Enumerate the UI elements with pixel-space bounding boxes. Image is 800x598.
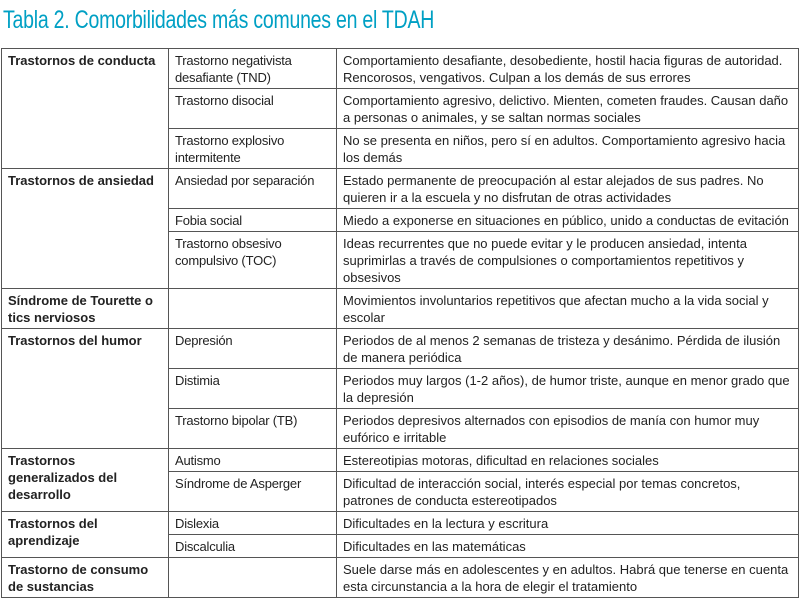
- disorder-label: Síndrome de Asperger: [175, 476, 302, 491]
- disorder-cell: [169, 558, 337, 598]
- description-cell: Movimientos involuntarios repetitivos que afectan mucho a la vida social y escolar: [337, 289, 799, 329]
- disorder-cell: [169, 449, 337, 472]
- table-row: [2, 289, 799, 329]
- description-cell: Suele darse más en adolescentes y en adultos. Habrá que tenerse en cuenta esta circunstancia a la hora de elegir el tratamiento: [337, 558, 799, 598]
- disorder-label: Depresión: [175, 333, 233, 348]
- description-cell: Miedo a exponerse en situaciones en público, unido a conductas de evitación: [337, 209, 799, 232]
- table-title: Tabla 2. Comorbilidades más comunes en el TDAH: [3, 6, 435, 34]
- disorder-label: Ansiedad por separación: [175, 173, 315, 188]
- category-cell: Trastornos del aprendizaje: [2, 512, 169, 558]
- disorder-cell: [169, 329, 337, 369]
- disorder-cell: [169, 289, 337, 329]
- category-cell: Síndrome de Tourette o tics nerviosos: [2, 289, 169, 329]
- disorder-label: Trastorno explosivo intermitente: [175, 133, 285, 165]
- disorder-label: Autismo: [175, 453, 221, 468]
- description-cell: Estado permanente de preocupación al estar alejados de sus padres. No quieren ir a la escuela y no disfrutan de otras actividades: [337, 169, 799, 209]
- disorder-cell: [169, 409, 337, 449]
- disorder-label: Discalculia: [175, 539, 235, 554]
- disorder-cell: [169, 512, 337, 535]
- description-cell: Estereotipias motoras, dificultad en relaciones sociales: [337, 449, 799, 472]
- description-cell: No se presenta en niños, pero sí en adultos. Comportamiento agresivo hacia los demás: [337, 129, 799, 169]
- disorder-cell: [169, 232, 337, 289]
- table-row: [2, 512, 799, 535]
- disorder-label: Trastorno disocial: [175, 93, 274, 108]
- comorbidities-table: [1, 48, 799, 598]
- category-cell: Trastornos de conducta: [2, 49, 169, 169]
- description-cell: Dificultades en las matemáticas: [337, 535, 799, 558]
- category-cell: Trastornos del humor: [2, 329, 169, 449]
- disorder-label: Distimia: [175, 373, 220, 388]
- category-cell: Trastornos de ansiedad: [2, 169, 169, 289]
- category-cell: Trastornos generalizados del desarrollo: [2, 449, 169, 512]
- description-cell: Dificultades en la lectura y escritura: [337, 512, 799, 535]
- disorder-cell: [169, 472, 337, 512]
- disorder-cell: [169, 209, 337, 232]
- description-cell: Comportamiento desafiante, desobediente, hostil hacia figuras de autoridad. Rencorosos, vengativos. Culpan a los demás de sus errores: [337, 49, 799, 89]
- disorder-label: Trastorno obsesivo compulsivo (TOC): [175, 236, 282, 268]
- disorder-label: Fobia social: [175, 213, 242, 228]
- disorder-label: Trastorno bipolar (TB): [175, 413, 298, 428]
- description-cell: Periodos de al menos 2 semanas de tristeza y desánimo. Pérdida de ilusión de manera periódica: [337, 329, 799, 369]
- description-cell: Comportamiento agresivo, delictivo. Mienten, cometen fraudes. Causan daño a personas o animales, y se saltan normas sociales: [337, 89, 799, 129]
- disorder-label: Trastorno negativista desafiante (TND): [175, 53, 292, 85]
- description-cell: Ideas recurrentes que no puede evitar y le producen ansiedad, intenta suprimirlas a través de compulsiones o comportamientos repetitivos y obsesivos: [337, 232, 799, 289]
- table-row: [2, 49, 799, 89]
- table-row: [2, 558, 799, 598]
- disorder-label: Dislexia: [175, 516, 219, 531]
- category-cell: Trastorno de consumo de sustancias: [2, 558, 169, 598]
- disorder-cell: [169, 49, 337, 89]
- table-row: [2, 329, 799, 369]
- description-cell: Dificultad de interacción social, interés especial por temas concretos, patrones de conducta estereotipados: [337, 472, 799, 512]
- table-row: [2, 169, 799, 209]
- table-row: [2, 449, 799, 472]
- disorder-cell: [169, 535, 337, 558]
- description-cell: Periodos muy largos (1-2 años), de humor triste, aunque en menor grado que la depresión: [337, 369, 799, 409]
- disorder-cell: [169, 169, 337, 209]
- disorder-cell: [169, 369, 337, 409]
- disorder-cell: [169, 129, 337, 169]
- disorder-cell: [169, 89, 337, 129]
- description-cell: Periodos depresivos alternados con episodios de manía con humor muy eufórico e irritable: [337, 409, 799, 449]
